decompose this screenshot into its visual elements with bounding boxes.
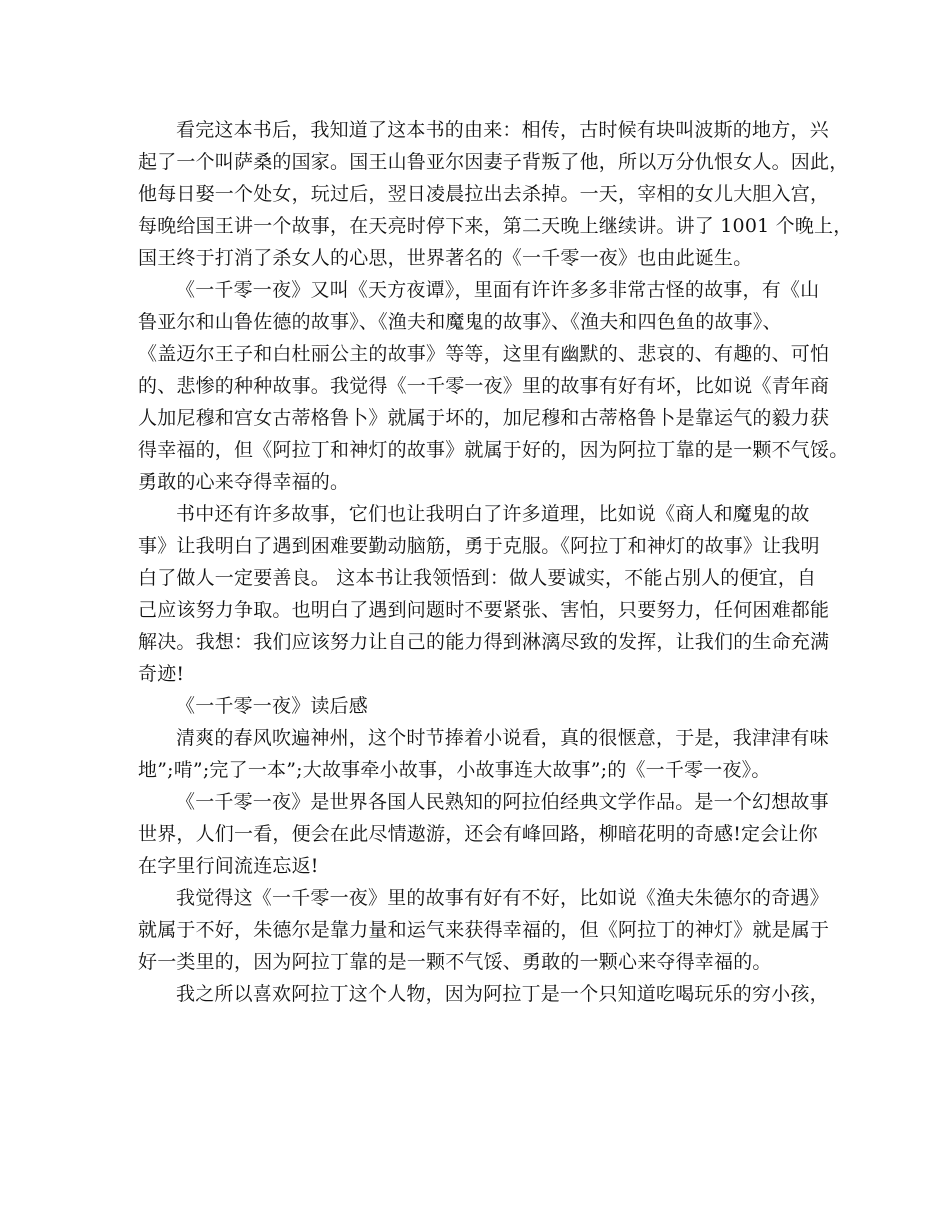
text-line: 国王终于打消了杀女人的心思，世界著名的《一千零一夜》也由此诞生。 [138, 247, 753, 269]
text-line: 《盖迈尔王子和白杜丽公主的故事》等等，这里有幽默的、悲哀的、有趣的、可怕 [138, 343, 830, 365]
text-line: 世界，人们一看，便会在此尽情遨游，还会有峰回路，柳暗花明的奇感!定会让你 [138, 823, 818, 845]
text-line: 鲁亚尔和山鲁佐德的故事》、《渔夫和魔鬼的故事》、《渔夫和四色鱼的故事》、 [138, 311, 782, 333]
text-line: 《一千零一夜》是世界各国人民熟知的阿拉伯经典文学作品。是一个幻想故事 [176, 791, 829, 813]
text-line: 看完这本书后，我知道了这本书的由来：相传，古时候有块叫波斯的地方，兴 [176, 119, 829, 141]
section-heading: 《一千零一夜》读后感 [176, 695, 369, 717]
text-line: 事》让我明白了遇到困难要勤动脑筋，勇于克服。《阿拉丁和神灯的故事》让我明 [138, 535, 820, 557]
text-line: 他每日娶一个处女，玩过后，翌日凌晨拉出去杀掉。一天，宰相的女儿大胆入宫， [138, 183, 830, 205]
text-line: 书中还有许多故事，它们也让我明白了许多道理，比如说《商人和魔鬼的故 [176, 503, 810, 525]
text-line: 的、悲惨的种种故事。我觉得《一千零一夜》里的故事有好有坏，比如说《青年商 [138, 375, 830, 397]
text-line: 勇敢的心来夺得幸福的。 [138, 471, 350, 493]
text-line: 我之所以喜欢阿拉丁这个人物，因为阿拉丁是一个只知道吃喝玩乐的穷小孩， [176, 983, 829, 1005]
text-line: 解决。我想：我们应该努力让自己的能力得到淋漓尽致的发挥，让我们的生命充满 [138, 631, 830, 653]
text-line: 地”;啃”;完了一本”;大故事牵小故事，小故事连大故事”;的《一千零一夜》。 [138, 759, 771, 781]
text-line: 起了一个叫萨桑的国家。国王山鲁亚尔因妻子背叛了他，所以万分仇恨女人。因此， [138, 151, 849, 173]
text-line: 《一千零一夜》又叫《天方夜谭》，里面有许许多多非常古怪的故事，有《山 [176, 279, 820, 301]
document-body [138, 114, 853, 1010]
text-line: 好一类里的，因为阿拉丁靠的是一颗不气馁、勇敢的一颗心来夺得幸福的。 [138, 951, 772, 973]
text-line: 己应该努力争取。也明白了遇到问题时不要紧张、害怕，只要努力，任何困难都能 [138, 599, 830, 621]
text-line: 在字里行间流连忘返! [138, 855, 319, 877]
text-line: 就属于不好，朱德尔是靠力量和运气来获得幸福的，但《阿拉丁的神灯》就是属于 [138, 919, 830, 941]
text-line: 每晚给国王讲一个故事，在天亮时停下来，第二天晚上继续讲。讲了 1001 个晚上， [138, 215, 853, 237]
text-line: 我觉得这《一千零一夜》里的故事有好有不好，比如说《渔夫朱德尔的奇遇》 [176, 887, 829, 909]
text-line: 得幸福的，但《阿拉丁和神灯的故事》就属于好的，因为阿拉丁靠的是一颗不气馁。 [138, 439, 849, 461]
text-line: 清爽的春风吹遍神州，这个时节捧着小说看，真的很惬意，于是，我津津有味 [176, 727, 829, 749]
text-line: 人加尼穆和宫女古蒂格鲁卜》就属于坏的，加尼穆和古蒂格鲁卜是靠运气的毅力获 [138, 407, 830, 429]
text-line: 奇迹! [138, 663, 185, 685]
text-line: 白了做人一定要善良。 这本书让我领悟到：做人要诚实，不能占别人的便宜，自 [138, 567, 817, 589]
